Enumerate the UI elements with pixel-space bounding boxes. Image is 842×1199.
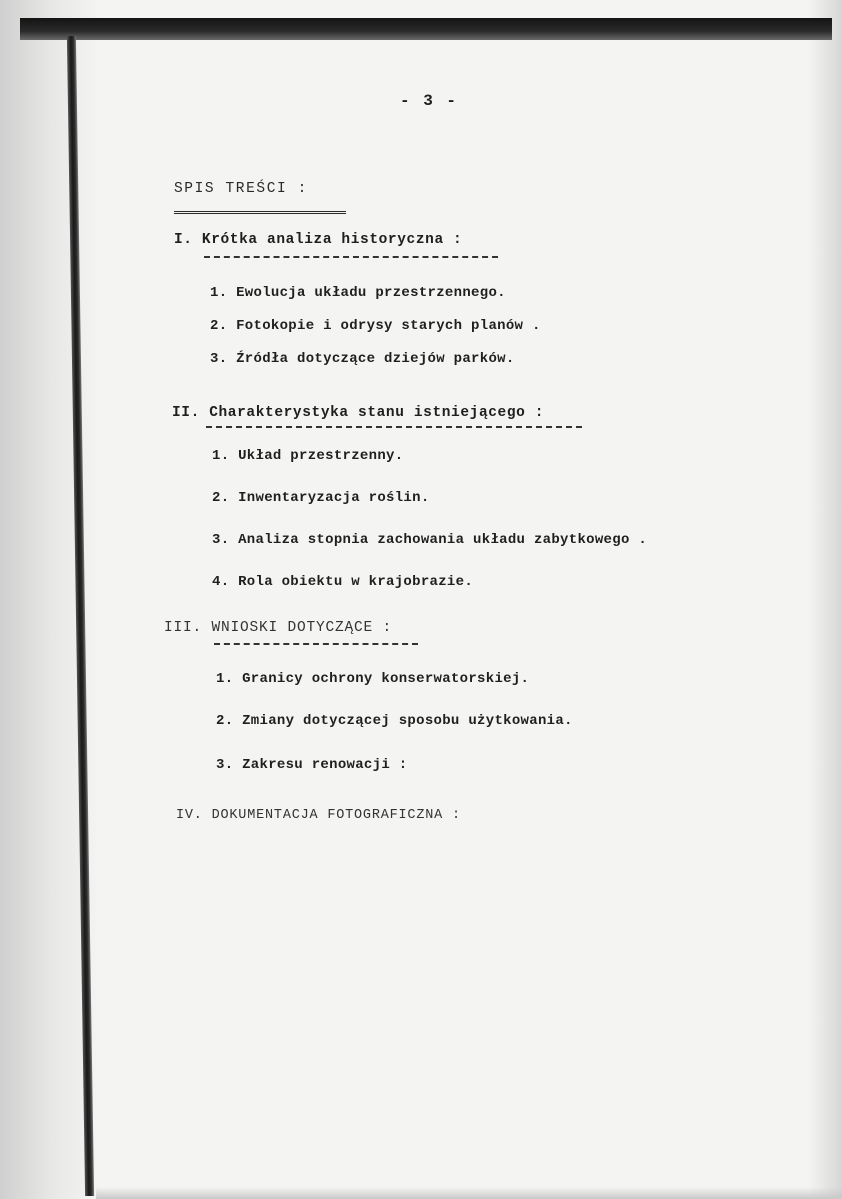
scan-bottom-margin [96,1187,842,1199]
toc-item: 2. Fotokopie i odrysy starych planów . [210,318,541,334]
section-heading-1-underline [204,256,498,258]
toc-item: 1. Granicy ochrony konserwatorskiej. [216,671,530,687]
toc-title-underline [174,211,346,214]
toc-item: 3. Analiza stopnia zachowania układu zabytkowego . [212,532,648,548]
toc-item: 2. Inwentaryzacja roślin. [212,490,430,506]
toc-item: 2. Zmiany dotyczącej sposobu użytkowania. [216,713,573,729]
scan-right-margin [808,0,842,1199]
toc-item: 3. Źródła dotyczące dziejów parków. [210,351,515,367]
scan-top-border [20,18,832,40]
toc-title: SPIS TREŚCI : [174,181,308,197]
section-heading-4: IV. DOKUMENTACJA FOTOGRAFICZNA : [176,808,461,823]
section-heading-1: I. Krótka analiza historyczna : [174,232,463,248]
page-number: - 3 - [400,92,459,110]
toc-item: 3. Zakresu renowacji : [216,757,408,773]
section-heading-2-underline [206,426,582,428]
toc-item: 4. Rola obiektu w krajobrazie. [212,574,474,590]
toc-item: 1. Układ przestrzenny. [212,448,404,464]
section-heading-2: II. Charakterystyka stanu istniejącego : [172,405,545,421]
section-heading-3-underline [214,643,418,645]
section-heading-3: III. WNIOSKI DOTYCZĄCE : [164,620,393,636]
toc-item: 1. Ewolucja układu przestrzennego. [210,285,506,301]
